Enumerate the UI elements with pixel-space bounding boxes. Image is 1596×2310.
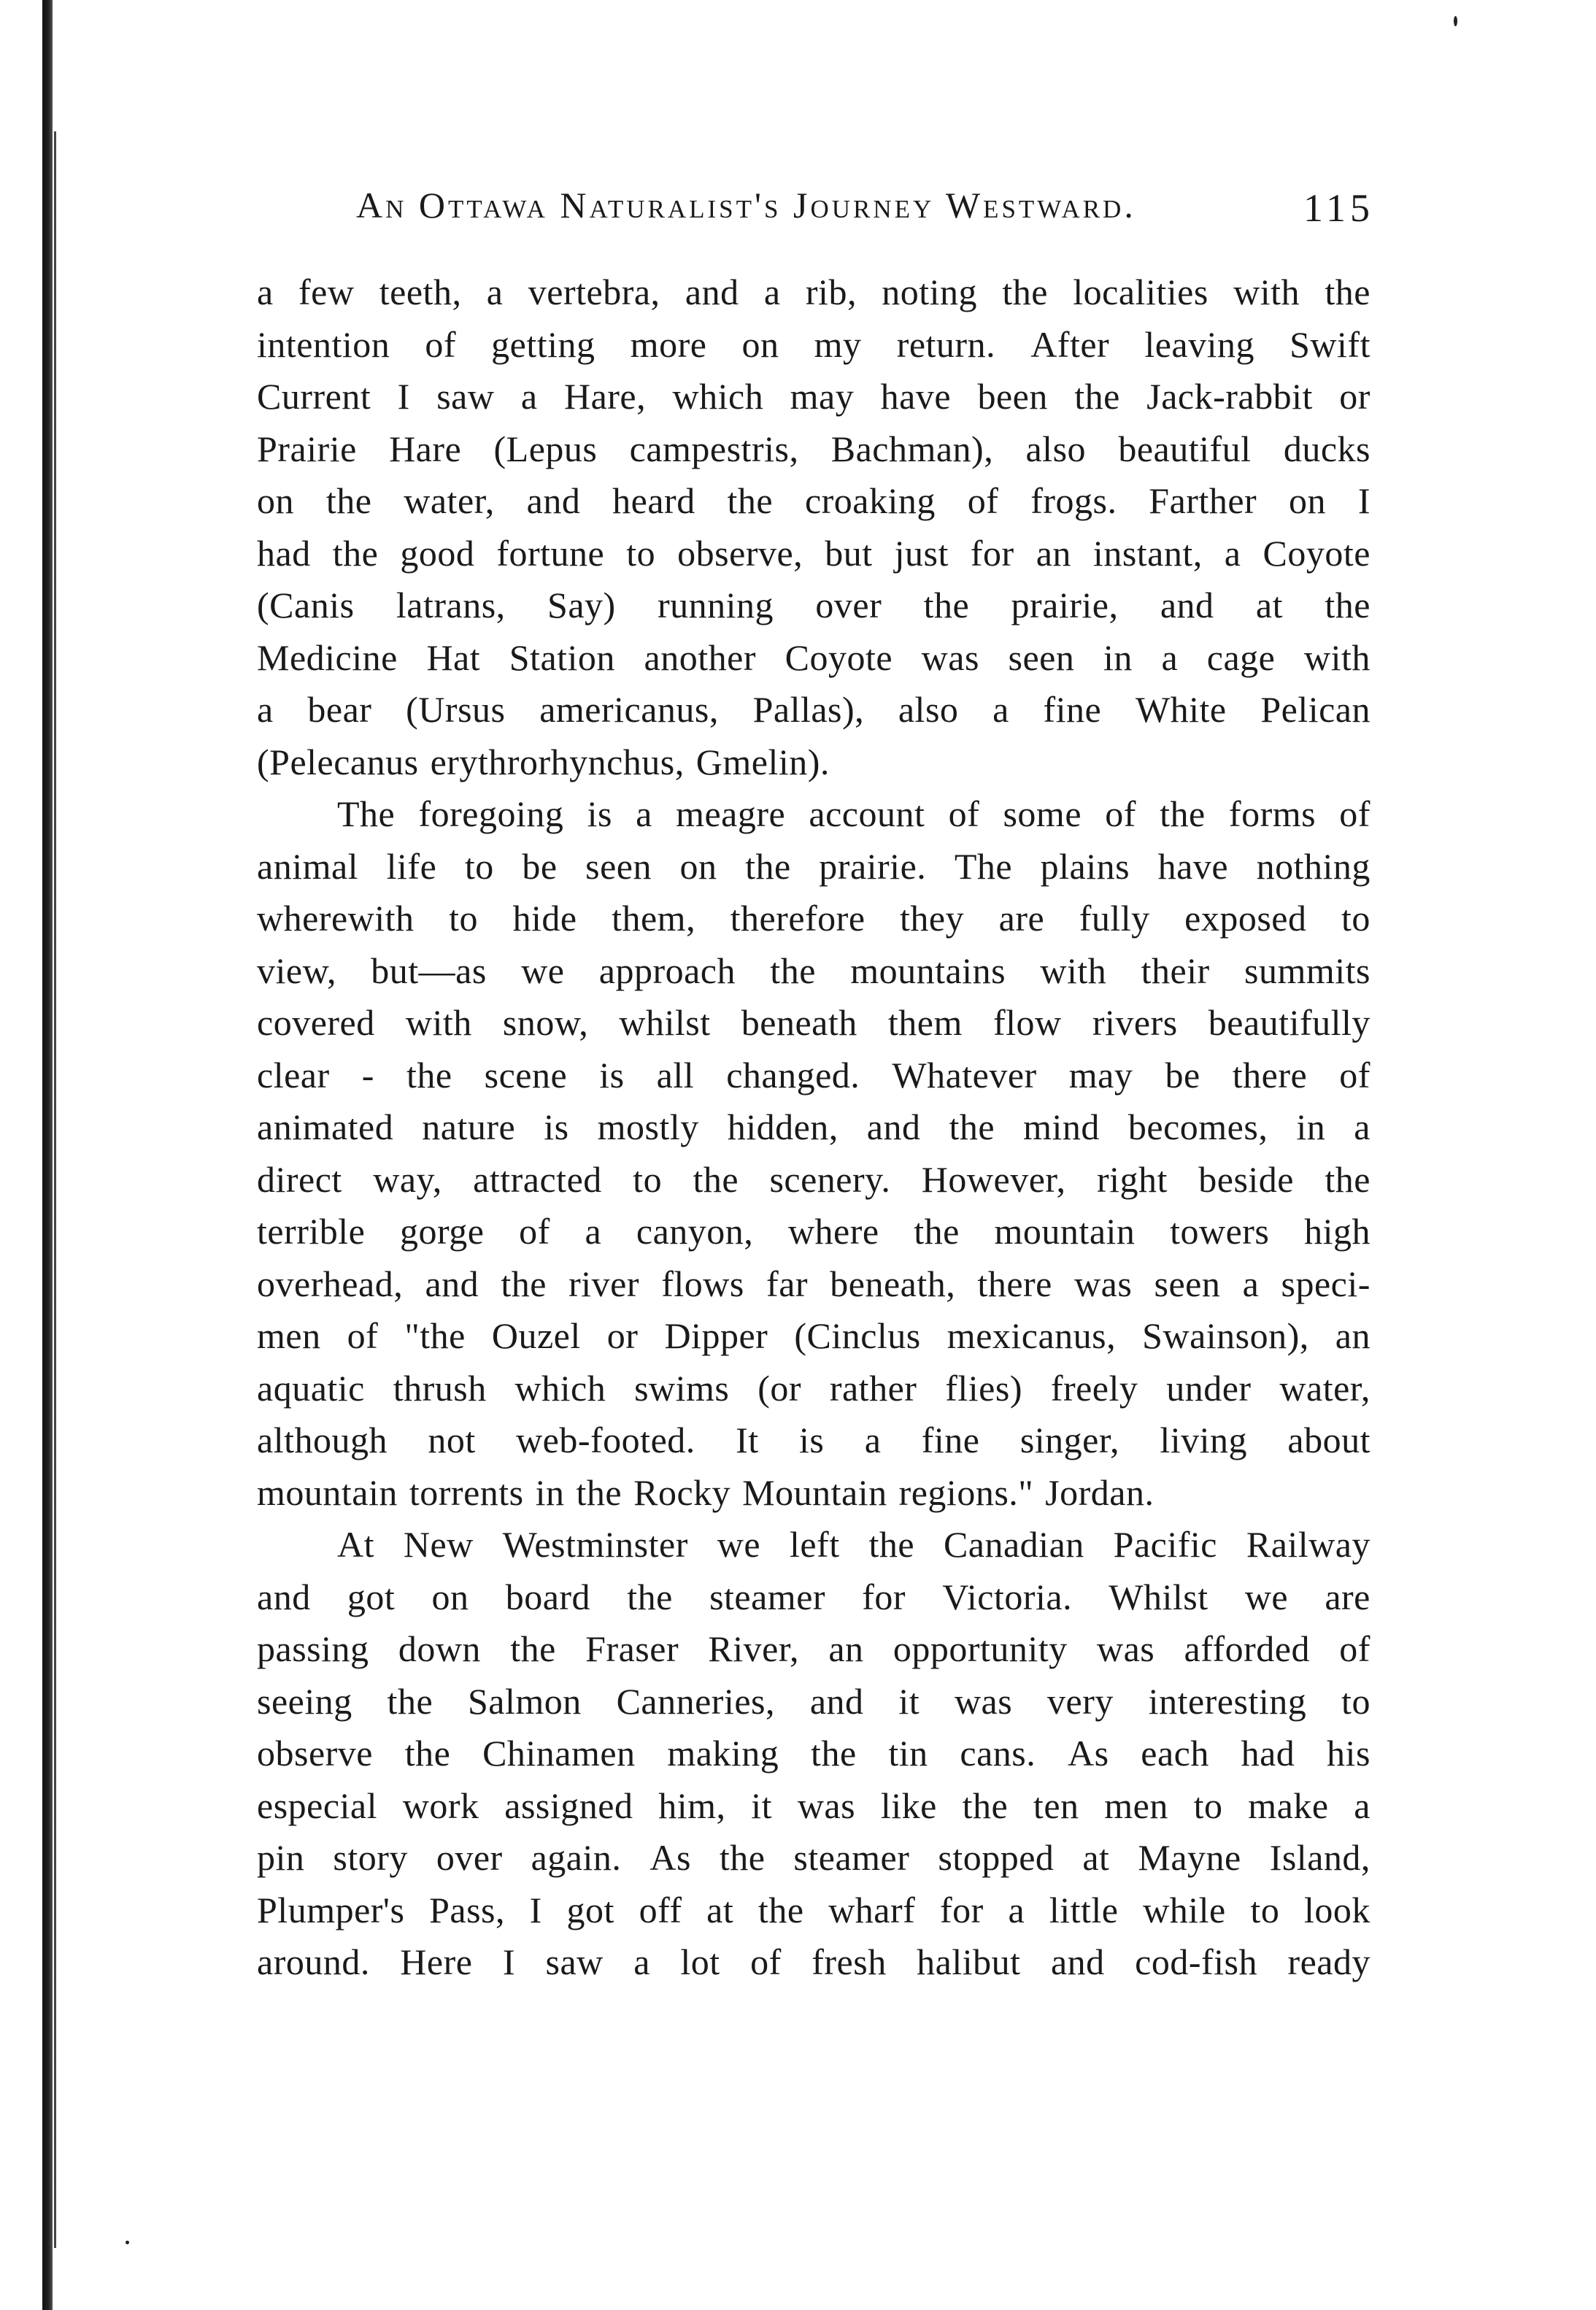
text-line: pin story over again. As the steamer stopped at Mayne Island, bbox=[257, 1837, 1371, 1878]
text-line: and got on board the steamer for Victoria. Whilst we are bbox=[257, 1576, 1371, 1617]
scan-speck bbox=[1454, 16, 1457, 26]
text-line: men of "the Ouzel or Dipper (Cinclus mexicanus, Swainson), an bbox=[257, 1315, 1371, 1356]
text-line: animated nature is mostly hidden, and the mind becomes, in a bbox=[257, 1106, 1371, 1147]
text-line: had the good fortune to observe, but just for an instant, a Coyote bbox=[257, 532, 1371, 574]
text-line: direct way, attracted to the scenery. However, right beside the bbox=[257, 1158, 1371, 1200]
text-line: passing down the Fraser River, an opportunity was afforded of bbox=[257, 1628, 1371, 1669]
text-line: overhead, and the river flows far beneath, there was seen a speci- bbox=[257, 1263, 1371, 1304]
text-line: around. Here I saw a lot of fresh halibut and cod-fish ready bbox=[257, 1941, 1371, 1982]
text-line: mountain torrents in the Rocky Mountain regions." Jordan. bbox=[257, 1471, 1154, 1513]
text-line: Plumper's Pass, I got off at the wharf for a little while to look bbox=[257, 1889, 1371, 1930]
text-line: terrible gorge of a canyon, where the mountain towers high bbox=[257, 1211, 1371, 1252]
page-binding-edge bbox=[42, 0, 53, 2310]
text-line: a bear (Ursus americanus, Pallas), also a fine White Pelican bbox=[257, 689, 1371, 730]
text-line: intention of getting more on my return. After leaving Swift bbox=[257, 323, 1371, 365]
text-line: (Pelecanus erythrorhynchus, Gmelin). bbox=[257, 741, 830, 782]
text-line: animal life to be seen on the prairie. The plains have nothing bbox=[257, 845, 1371, 887]
text-line: a few teeth, a vertebra, and a rib, noting the localities with the bbox=[257, 272, 1371, 312]
page-number: 115 bbox=[1303, 186, 1374, 230]
text-line: on the water, and heard the croaking of frogs. Farther on I bbox=[257, 480, 1371, 521]
text-line: (Canis latrans, Say) running over the prairie, and at the bbox=[257, 585, 1371, 625]
text-line: Medicine Hat Station another Coyote was seen in a cage with bbox=[257, 636, 1371, 678]
page-binding-shadow bbox=[54, 131, 56, 2248]
text-line: seeing the Salmon Canneries, and it was very interesting to bbox=[257, 1680, 1371, 1722]
text-line: observe the Chinamen making the tin cans. As each had his bbox=[257, 1733, 1371, 1774]
body-text bbox=[257, 266, 1371, 1989]
text-line: The foregoing is a meagre account of some of the forms of bbox=[337, 793, 1371, 834]
running-header: An Ottawa Naturalist's Journey Westward. bbox=[356, 185, 1136, 226]
text-line: wherewith to hide them, therefore they are fully exposed to bbox=[257, 898, 1371, 939]
text-line: although not web-footed. It is a fine singer, living about bbox=[257, 1420, 1371, 1460]
text-line: especial work assigned him, it was like the ten men to make a bbox=[257, 1785, 1371, 1826]
text-line: view, but—as we approach the mountains with their summits bbox=[257, 950, 1371, 991]
text-line: aquatic thrush which swims (or rather flies) freely under water, bbox=[257, 1367, 1371, 1409]
text-line: clear - the scene is all changed. Whatever may be there of bbox=[257, 1054, 1371, 1096]
text-line: covered with snow, whilst beneath them flow rivers beautifully bbox=[257, 1002, 1371, 1043]
text-line: At New Westminster we left the Canadian Pacific Railway bbox=[337, 1524, 1371, 1565]
text-line: Prairie Hare (Lepus campestris, Bachman), also beautiful ducks bbox=[257, 428, 1371, 469]
scan-speck bbox=[126, 2241, 129, 2244]
text-line: Current I saw a Hare, which may have been the Jack-rabbit or bbox=[257, 376, 1371, 417]
